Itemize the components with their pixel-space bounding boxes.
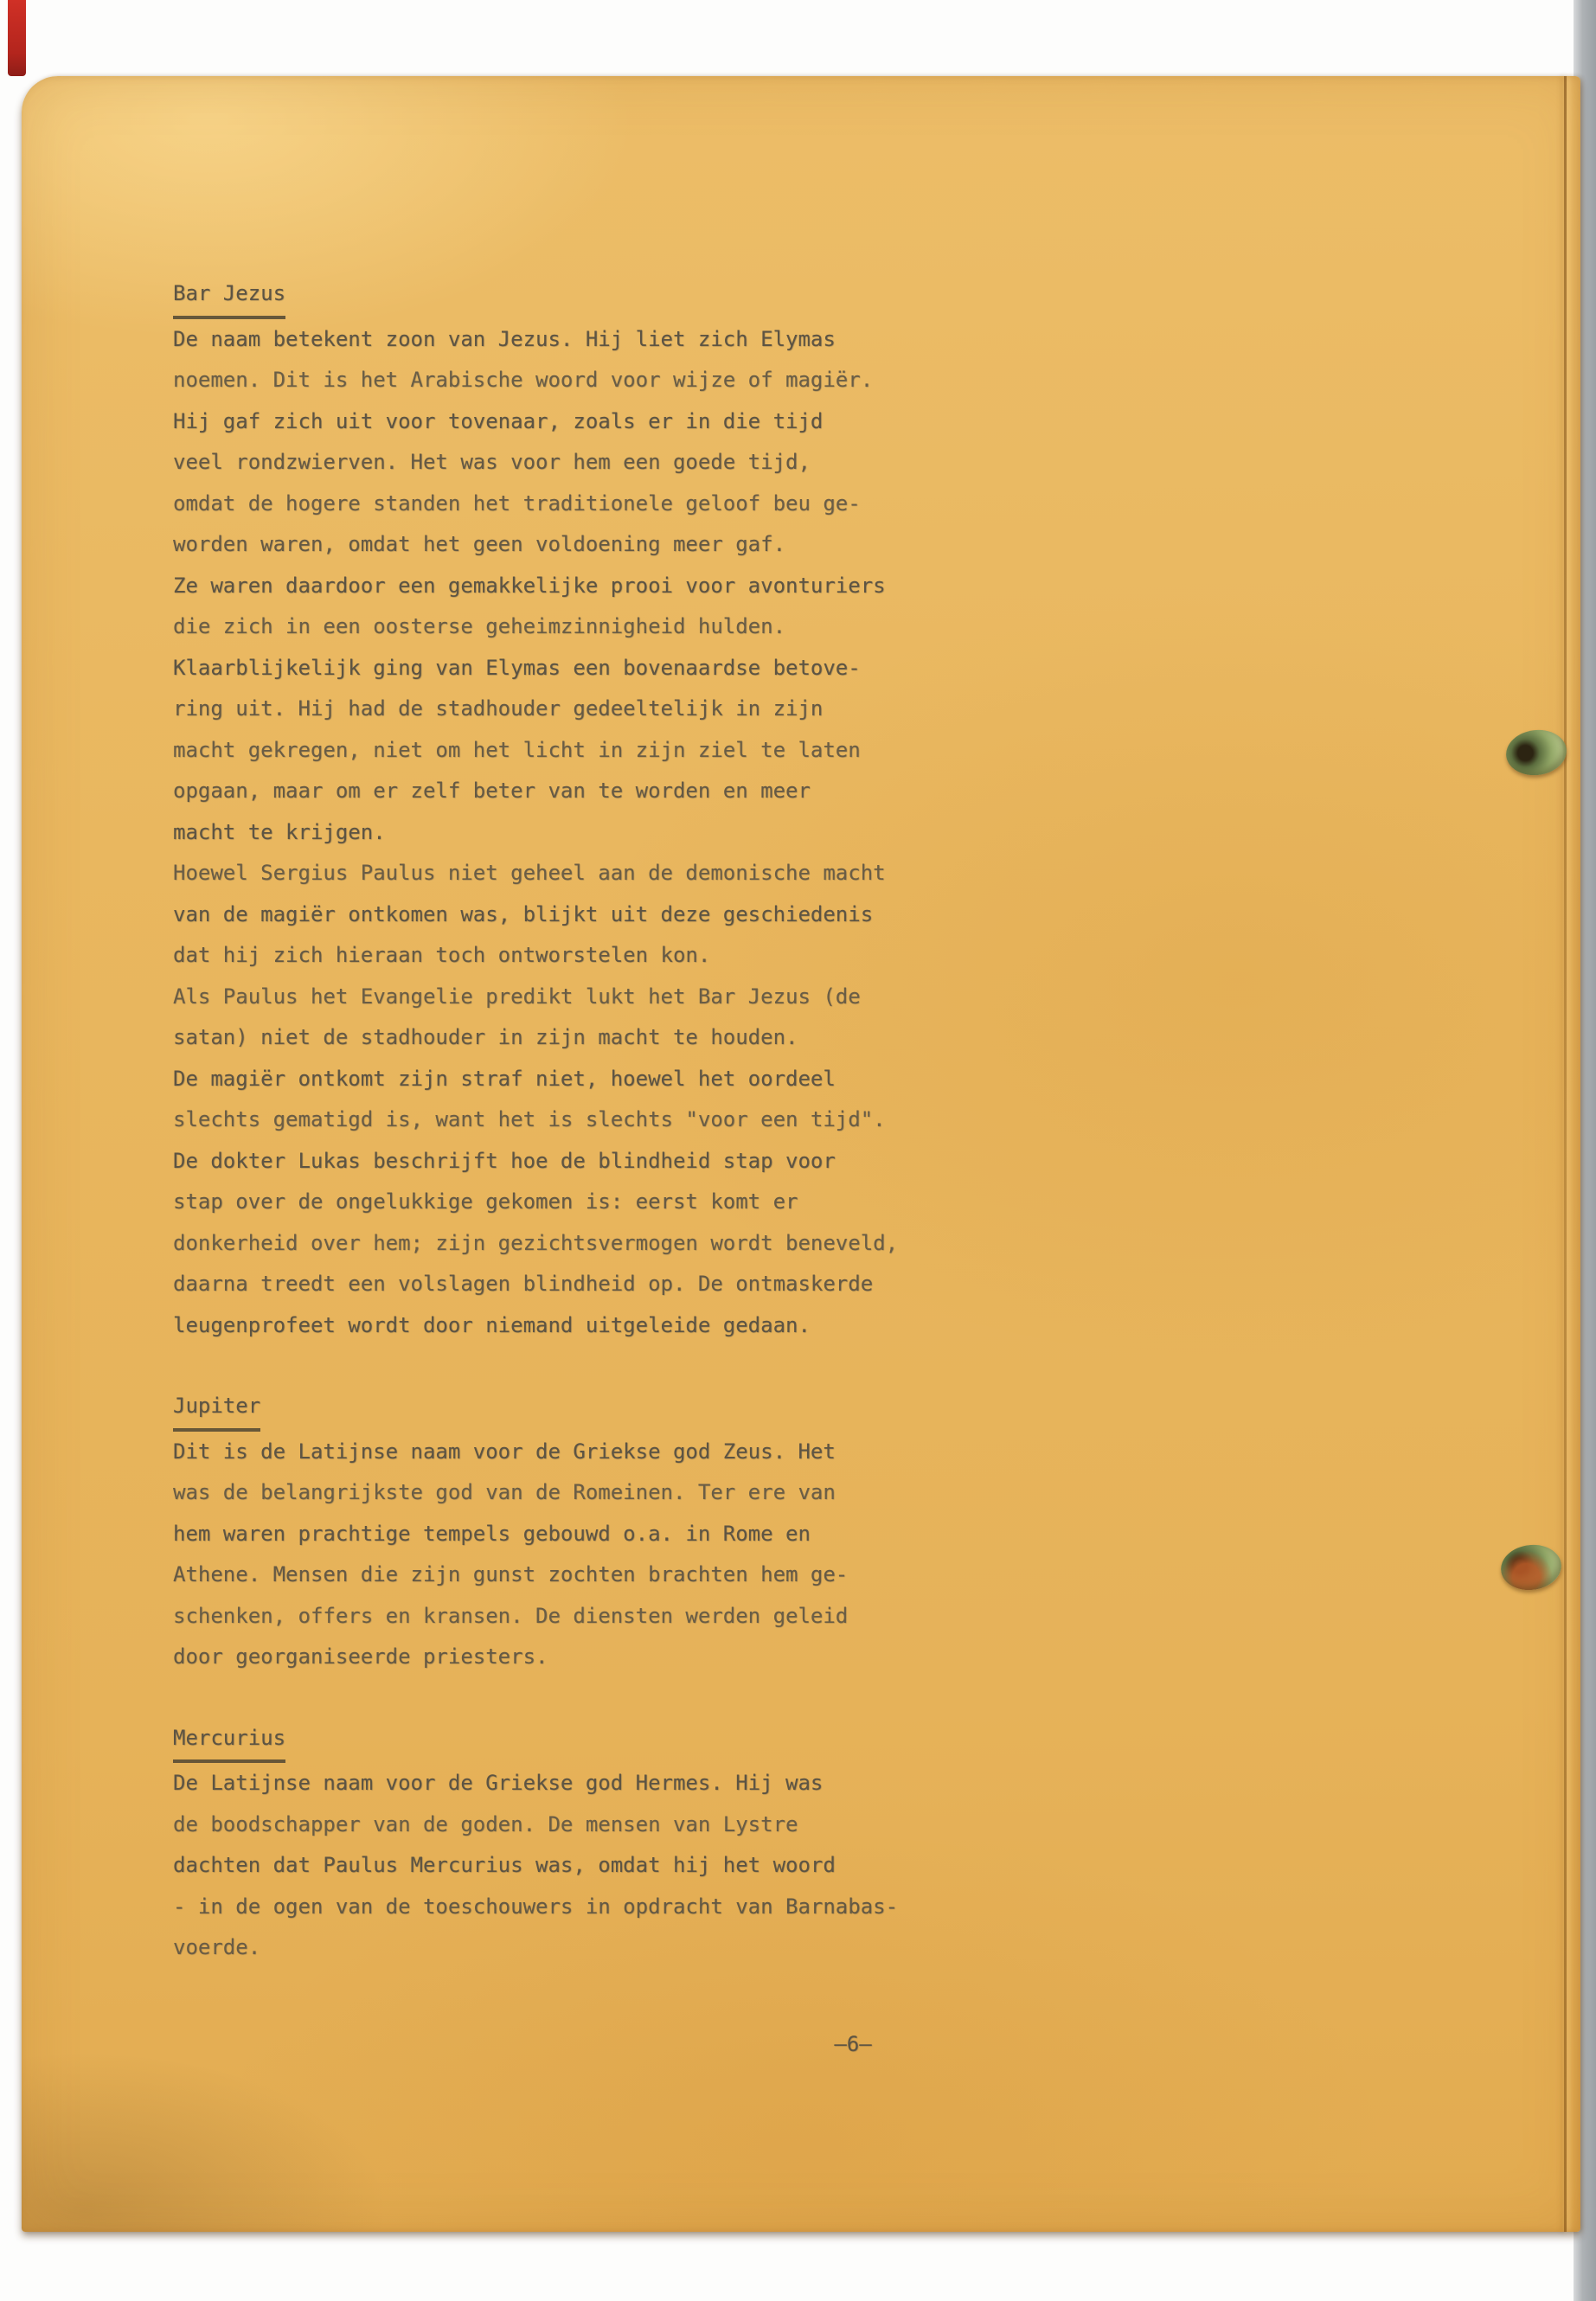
text-line: macht gekregen, niet om het licht in zijn ziel te laten (173, 737, 861, 762)
text-line: ring uit. Hij had de stadhouder gedeeltelijk in zijn (173, 696, 824, 721)
text-line: schenken, offers en kransen. De diensten werden geleid (173, 1603, 849, 1628)
text-line: worden waren, omdat het geen voldoening meer gaf. (173, 532, 786, 556)
binding-fastener-top (1503, 727, 1569, 779)
text-section (173, 1718, 1401, 1969)
section-heading: Bar Jezus (173, 273, 1401, 319)
page-number: –6– (834, 2032, 872, 2056)
text-line: noemen. Dit is het Arabische woord voor wijze of magiër. (173, 368, 874, 392)
text-line: was de belangrijkste god van de Romeinen. Ter ere van (173, 1480, 836, 1504)
text-line: satan) niet de stadhouder in zijn macht te houden. (173, 1025, 798, 1049)
text-line: voerde. (173, 1935, 261, 1959)
text-line: hem waren prachtige tempels gebouwd o.a. in Rome en (173, 1521, 811, 1546)
text-line: Klaarblijkelijk ging van Elymas een bovenaardse betove- (173, 655, 861, 680)
text-line: Ze waren daardoor een gemakkelijke prooi voor avonturiers (173, 573, 886, 598)
text-line: leugenprofeet wordt door niemand uitgeleide gedaan. (173, 1312, 811, 1337)
paper-crease (1564, 76, 1567, 2232)
text-line: veel rondzwierven. Het was voor hem een goede tijd, (173, 450, 811, 474)
text-section (173, 1386, 1401, 1678)
text-line: die zich in een oosterse geheimzinnigheid hulden. (173, 614, 786, 638)
text-line: - in de ogen van de toeschouwers in opdracht van Barnabas- (173, 1894, 899, 1919)
text-line: stap over de ongelukkige gekomen is: eerst komt er (173, 1189, 798, 1214)
text-line: De magiër ontkomt zijn straf niet, hoewel het oordeel (173, 1066, 836, 1091)
typewritten-text-column (173, 273, 1401, 1969)
section-heading: Jupiter (173, 1386, 1401, 1432)
text-section (173, 273, 1401, 1346)
text-line: Hij gaf zich uit voor tovenaar, zoals er in die tijd (173, 408, 824, 433)
red-spine-mark (8, 0, 26, 76)
text-line: dat hij zich hieraan toch ontworstelen kon. (173, 943, 711, 967)
section-heading: Mercurius (173, 1718, 1401, 1764)
text-line: De Latijnse naam voor de Griekse god Hermes. Hij was (173, 1771, 824, 1795)
text-line: Hoewel Sergius Paulus niet geheel aan de demonische macht (173, 861, 886, 885)
text-line: daarna treedt een volslagen blindheid op. De ontmaskerde (173, 1272, 874, 1296)
text-line: De dokter Lukas beschrijft hoe de blindheid stap voor (173, 1148, 836, 1173)
text-line: Athene. Mensen die zijn gunst zochten brachten hem ge- (173, 1562, 849, 1586)
binding-fastener-bottom (1498, 1541, 1564, 1593)
text-line: van de magiër ontkomen was, blijkt uit deze geschiedenis (173, 901, 874, 926)
text-line: opgaan, maar om er zelf beter van te worden en meer (173, 779, 811, 803)
text-line: Dit is de Latijnse naam voor de Griekse god Zeus. Het (173, 1439, 836, 1464)
text-line: donkerheid over hem; zijn gezichtsvermogen wordt beneveld, (173, 1230, 899, 1255)
text-line: Als Paulus het Evangelie predikt lukt het Bar Jezus (de (173, 984, 861, 1009)
text-line: De naam betekent zoon van Jezus. Hij liet zich Elymas (173, 326, 836, 351)
text-line: slechts gematigd is, want het is slechts "voor een tijd". (173, 1107, 886, 1131)
text-line: door georganiseerde priesters. (173, 1644, 548, 1669)
text-line: omdat de hogere standen het traditionele geloof beu ge- (173, 490, 861, 516)
text-line: de boodschapper van de goden. De mensen van Lystre (173, 1811, 798, 1836)
text-line: macht te krijgen. (173, 819, 386, 844)
document-page (22, 76, 1580, 2232)
text-line: dachten dat Paulus Mercurius was, omdat hij het woord (173, 1853, 836, 1877)
